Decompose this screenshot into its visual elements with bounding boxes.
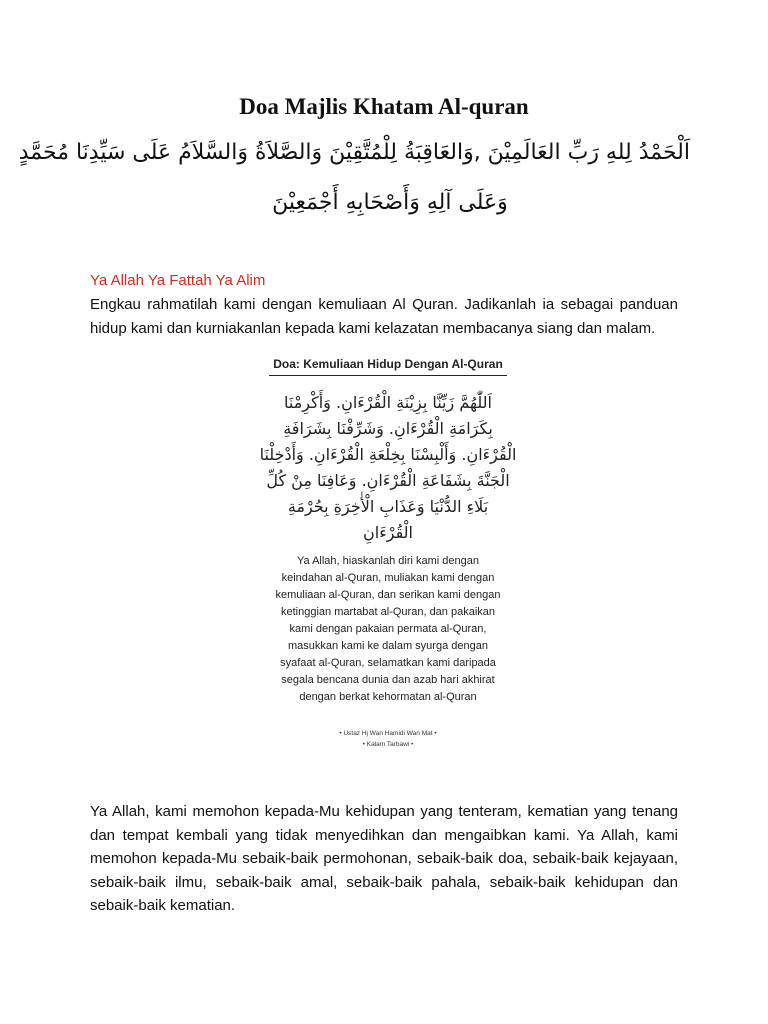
doa-translation-line: kami dengan pakaian permata al-Quran, (289, 623, 487, 635)
doa-arabic-line: اَللّٰهُمَّ زَيِّنَّا بِزِيْنَةِ الْقُرْءَانِ. وَأَكْرِمْنَا (284, 393, 492, 412)
page-title: Doa Majlis Khatam Al-quran (239, 94, 529, 119)
opening-arabic-line-1: اَلْحَمْدُ لِلهِ رَبِّ العَالَمِيْنَ ,وَالعَاقِبَةُ لِلْمُتَّقِيْنَ وَالصَّلاَةُ وَالسَّلاَمُ عَلَى سَيِّدِنَا مُحَمَّدٍ (18, 140, 690, 165)
doa-image (232, 353, 544, 753)
doa-credit-author: • Ustaz Hj Wan Hamidi Wan Mat • (339, 730, 437, 737)
doa-arabic-line: الْقُرْءَانِ (363, 523, 413, 542)
doa-credit-source: • Kalam Tarbawi • (362, 741, 414, 748)
section-heading: Ya Allah Ya Fattah Ya Alim (90, 272, 266, 289)
doa-translation-line: masukkan kami ke dalam syurga dengan (288, 640, 488, 652)
paragraph-1: Engkau rahmatilah kami dengan kemuliaan Al Quran. Jadikanlah ia sebagai panduan hidup kami dan kurniakanlan kepada kami kelazatan membacanya siang dan malam. (90, 296, 678, 337)
opening-arabic-line-2: وَعَلَى آلِهِ وَأَصْحَابِهِ أَجْمَعِيْنَ (272, 190, 508, 215)
doa-arabic-line: بَلَاءِ الدُّنْيَا وَعَذَابِ الْأٰخِرَةِ بِحُرْمَةِ (287, 497, 489, 516)
paragraph-2: Ya Allah, kami memohon kepada-Mu kehidupan yang tenteram, kematian yang tenang dan tempat kembali yang tidak menyedihkan dan mengaibkan kami. Ya Allah, kami memohon kepada-Mu sebaik-baik permohonan, sebaik-baik doa, sebaik-baik kejayaan, sebaik-baik ilmu, sebaik-baik amal, sebaik-baik pahala, sebaik-baik kehidupan dan sebaik-baik kematian. (90, 803, 678, 914)
doa-title-underline (269, 375, 507, 376)
doa-arabic-line: الْقُرْءَانِ. وَأَلْبِسْنَا بِخِلْعَةِ الْقُرْءَانِ. وَأَدْخِلْنَا (259, 445, 517, 464)
doa-translation-line: ketinggian martabat al-Quran, dan pakaikan (280, 606, 496, 618)
doa-translation (238, 553, 538, 706)
doa-arabic-line: بِكَرَامَةِ الْقُرْءَانِ. وَشَرِّفْنَا بِشَرَافَةِ (283, 419, 493, 438)
doa-image-title: Doa: Kemuliaan Hidup Dengan Al-Quran (273, 357, 503, 371)
doa-translation-line: keindahan al-Quran, muliakan kami dengan (281, 572, 495, 584)
doa-translation-line: dengan berkat kehormatan al-Quran (299, 691, 477, 703)
doa-arabic-line: الْجَنَّةَ بِشَفَاعَةِ الْقُرْءَانِ. وَعَافِنَا مِنْ كُلِّ (266, 471, 510, 490)
doa-translation-line: Ya Allah, hiaskanlah diri kami dengan (296, 555, 480, 567)
doa-translation-line: segala bencana dunia dan azab hari akhirat (281, 674, 495, 686)
doa-translation-line: kemuliaan al-Quran, dan serikan kami dengan (275, 589, 501, 601)
doa-translation-line: syafaat al-Quran, selamatkan kami daripada (280, 657, 496, 669)
